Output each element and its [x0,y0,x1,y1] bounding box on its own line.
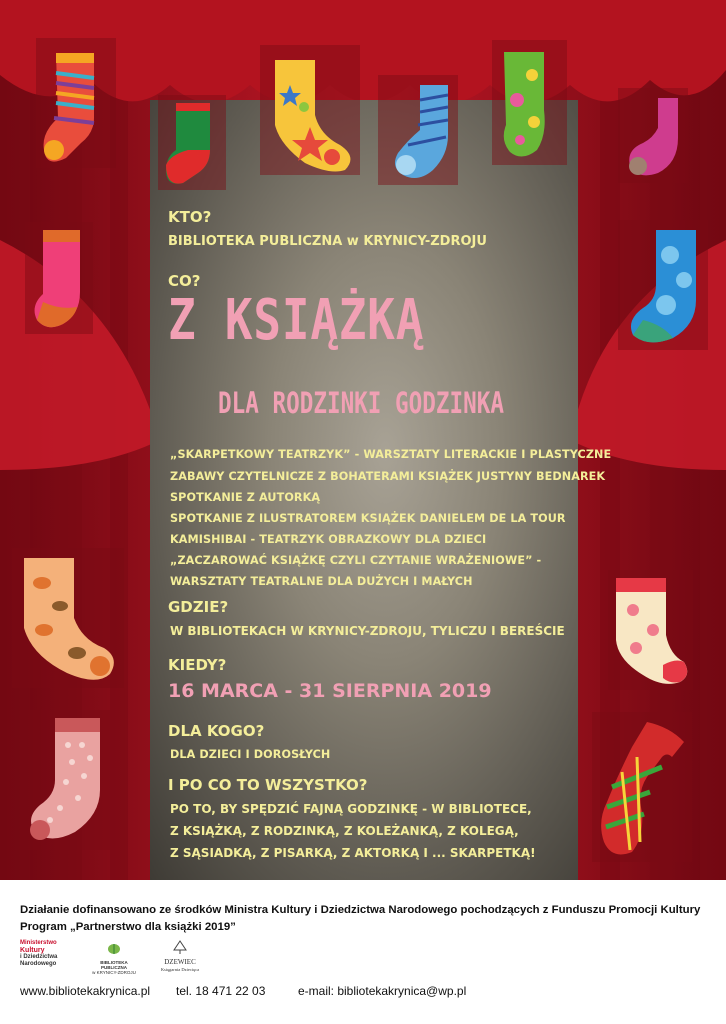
sock-green-red-icon [158,95,226,190]
logo-text: Narodowego [20,961,57,967]
sock-pink-pattern-icon [20,710,110,850]
for-whom-answer: DLA DZIECI I DOROSŁYCH [170,748,331,761]
where-question: GDZIE? [168,598,229,616]
logo-text: DZEWIEC [164,958,196,966]
activity-item: „ZACZAROWAĆ KSIĄŻKĘ CZYLI CZYTANIE WRAŻENIOWE” - [170,554,542,567]
logo-text: Ministerstwo [20,940,57,946]
who-answer: BIBLIOTEKA PUBLICZNA w KRYNICY-ZDROJU [168,234,487,249]
when-question: KIEDY? [168,656,227,674]
activity-item: SPOTKANIE Z ILUSTRATOREM KSIĄŻEK DANIELEM DE LA TOUR [170,512,566,525]
activity-item: „SKARPETKOWY TEATRZYK” - WARSZTATY LITERACKIE I PLASTYCZNE [170,448,612,461]
sock-pink-purple-icon [618,88,688,183]
why-line: PO TO, BY SPĘDZIĆ FAJNĄ GODZINKĘ - W BIBLIOTECE, [170,802,532,816]
footer [0,880,726,1024]
who-question: KTO? [168,208,212,226]
dzewiec-logo [150,940,210,972]
stage-backdrop [150,100,578,880]
why-line: Z SĄSIADKĄ, Z PISARKĄ, Z AKTORKĄ I ... SKARPETKĄ! [170,846,536,860]
what-question: CO? [168,272,201,290]
logo-text: Księgarnia Dziecięca [160,967,200,972]
website-link[interactable]: www.bibliotekakrynica.pl [20,984,151,998]
sock-pink-orange-icon [25,222,93,334]
event-title: Z KSIĄŻKĄ [168,288,425,353]
where-answer: W BIBLIOTEKACH W KRYNICY-ZDROJU, TYLICZU I BEREŚCIE [170,624,565,638]
sock-plaid-icon [592,712,692,862]
event-dates: 16 MARCA - 31 SIERPNIA 2019 [168,680,492,702]
why-line: Z KSIĄŻKĄ, Z RODZINKĄ, Z KOLEŻANKĄ, Z KOLEGĄ, [170,824,519,838]
phone-number: tel. 18 471 22 03 [176,984,266,998]
why-question: I PO CO TO WSZYSTKO? [168,776,368,794]
activity-item: WARSZTATY TEATRALNE DLA DUŻYCH I MAŁYCH [170,575,473,588]
sock-rainbow-stripes-icon [36,38,116,168]
sock-autumn-leaves-icon [12,548,124,688]
sock-blue-stripes-icon [378,75,458,185]
logo-text: w KRYNICY-ZDROJU [92,970,136,975]
logo-text: i Dziedzictwa [20,954,58,960]
activity-item: KAMISHIBAI - TEATRZYK OBRAZKOWY DLA DZIECI [170,533,487,546]
tree-icon [172,940,188,954]
funding-line: Działanie dofinansowano ze środków Ministra Kultury i Dziedzictwa Narodowego pochodzących z Funduszu Promocji Kultury [20,904,701,916]
leaf-icon [107,943,121,955]
sock-flower-cream-icon [608,570,693,690]
email-link[interactable]: e-mail: bibliotekakrynica@wp.pl [298,984,467,998]
logo-text: BIBLIOTEKA PUBLICZNA [100,960,128,970]
logo-text: Kultury [20,947,45,954]
sock-green-flowers-icon [492,40,567,165]
ministerstwo-logo [20,940,72,972]
sock-blue-dots-icon [618,220,708,350]
funding-program: Program „Partnerstwo dla książki 2019” [20,921,236,933]
biblioteka-logo [88,942,140,975]
activity-item: SPOTKANIE Z AUTORKĄ [170,491,321,504]
event-subtitle: DLA RODZINKI GODZINKA [218,386,504,420]
for-whom-question: DLA KOGO? [168,722,265,740]
sock-stars-icon [260,45,360,175]
activity-item: ZABAWY CZYTELNICZE Z BOHATERAMI KSIĄŻEK JUSTYNY BEDNAREK [170,470,606,483]
